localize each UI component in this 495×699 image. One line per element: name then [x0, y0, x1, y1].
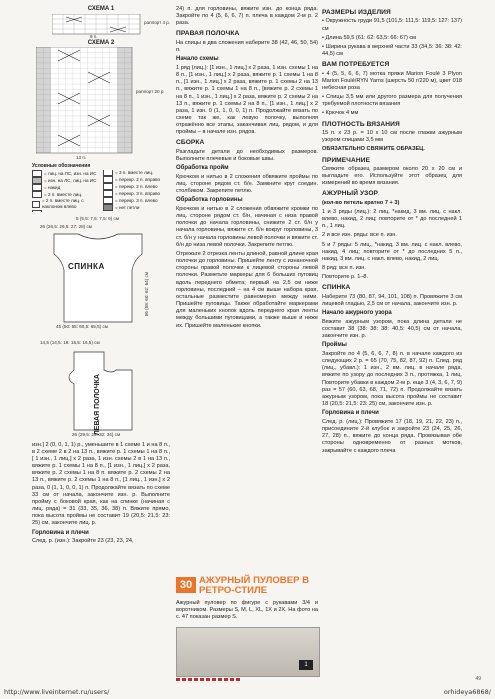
legend-swatch: [32, 184, 42, 191]
column-left: [32, 6, 170, 547]
col1-text: изн.] 2 (0, 0, 1, 1) р., уменьшите в 1 схеме 1 и на 8 п., в 2 схеме 2 в 2 на 13 п., вяжите р. 1 схемы 1 на 8 п., [ 1 изн., 1 лиц.] х 2 раза, 1 изн. схемы 2 в 1 на 13 п., вяжите р. 1 схемы 1 на 8 п., [1 изн., 1 лиц.] х 2 раза, вяжите р. 2 схемы 1 на 8 п. вяжите р. 2 схемы 2 на 13 п., вяжите р. 2 схемы 1 на 8 п., [1 лиц., 1 изн.] х 2 раза, 0 (1, 1, 0, 0, 1) п. Продолжайте вязать по схеме 33 см от начала, закончите изн. р. Выполните пройму с боковой края, как на спинке (начиная с лиц. ряда) = 31 (33, 35, 36, 38) п. Вяжите прямо, пока высота проймы не составит 19 (20,5: 21,5: 23: 25) см, закончите лиц. р.: [32, 441, 170, 527]
back-schematic: [32, 216, 170, 336]
col2-p6: Отрежьте 2 отрезка ленты длиной, равной длине края полочки до горловины. Пришейте ленту с изнаночной стороны правой полочки к лицевой стороны левой полочки. Разметьте маркеры для 6 больших пуговиц вдоль переднего обмета; первый на 2,5 см ниже горловины, последний – на 4 см выше набора края, остальные разместите равномерно между ними. Пришейте пуговицы. Также обработайте маркерами для маленьких кнопок вдоль переднего края ленты между большими пуговицами, а также выше и ниже их. Пришейте маленькие кнопки.: [176, 250, 318, 329]
back-side-dims: 56 (58: 60: 62: 64) см: [144, 271, 149, 316]
gauge-note: ОБЯЗАТЕЛЬНО СВЯЖИТЕ ОБРАЗЕЦ.: [322, 146, 425, 153]
lace-row: 5 и 7 ряды: 5 лиц., *накид, 3 вм. лиц. с накл. влево, накид, 4 лиц; повторите от * до последних 5 п., накид, 3 вм. лиц. с накл. влево, накид, 2 лиц.: [322, 241, 462, 262]
heading-neck-shoulders: Горловина и плечи: [32, 529, 89, 536]
heading-note: ПРИМЕЧАНИЕ: [322, 156, 371, 164]
legend-swatch: [103, 183, 113, 190]
heading-lace: АЖУРНЫЙ УЗОР: [322, 190, 379, 198]
size-item: • Длина 59,5 (61: 62: 63,5: 66: 67) см: [322, 34, 417, 41]
legend-item: = перекр. 2 п. влево: [103, 183, 170, 190]
project-intro: Ажурный пуловер по фигуре с рукавами 3/4 и воротником. Размеры S, M, L, XL, 1X и 2X. На фото на с. 47 показан размер S.: [176, 600, 318, 621]
legend-item: = перекр. 3 п. вправо: [103, 190, 170, 197]
legend-item: = 2 п. вместе лиц.: [32, 191, 99, 198]
back-bottom-dims: 45 (50: 55: 60,5: 65,5) см: [56, 323, 108, 329]
legend-item: = перекр. 3 п. влево: [103, 197, 170, 204]
legend-swatch: [32, 201, 40, 208]
scheme1-label: СХЕМА 1: [87, 6, 115, 12]
heading-armholes: Проймы: [322, 342, 347, 349]
column-middle: [176, 6, 318, 332]
legend-item: = перекр. 2 п. вправо: [103, 176, 170, 183]
legend-item: = нет петли: [103, 204, 170, 211]
material-item: • Крючок 4 мм: [322, 110, 359, 117]
heading-armhole: Обработка пройм: [176, 165, 229, 172]
lace-row: 1 и 3 ряды (лиц.): 2 лиц. *накид, 3 вм. лиц. с накл. влево, накид, 2 лиц; повторите от * до последней 1 п., 1 лиц.: [322, 209, 462, 230]
heading-right-front: ПРАВАЯ ПОЛОЧКА: [176, 30, 240, 38]
lace-row: 2 и все изн. ряды: все п. изн.: [322, 232, 397, 239]
material-item: • Спицы 3,5 мм или другого размера для получения требуемой плотности вязания: [322, 94, 462, 108]
lace-sub: (кол-во петель кратно 7 + 3): [322, 199, 400, 206]
size-item: • Ширина рукава в верхней части 33 (34,5: 36: 38: 42: 44,5) см: [322, 43, 462, 58]
heading-back: СПИНКА: [322, 284, 351, 292]
heading-neck: Обработка горловины: [176, 197, 243, 204]
legend-swatch: [103, 190, 113, 197]
legend-swatch: [103, 197, 113, 204]
lace-row: 8 ряд: все п. изн.: [322, 265, 366, 272]
legend-title: Условные обозначения: [32, 163, 91, 170]
col2-p4: Крючком и нитью в 2 сложения обвяжите проймы по лиц. стороне рядом ст. б/н. Замкните круг соедин. столбиком. Закрепите петлю.: [176, 173, 318, 195]
note-text: Свяжите образец размером около 20 х 20 см и выгладьте его. Используйте этот образец для измерений во время вязания.: [322, 165, 462, 187]
front-bottom-dims: 26 (29,5: 29: 32: 34) см: [72, 431, 121, 437]
legend-swatch: [32, 170, 42, 177]
front-schematic: [32, 340, 170, 442]
scheme2-grid: [36, 47, 136, 155]
col2-intro: 24) п. для горловины, вяжите изн. до конца ряда. Закройте по 4 (5, 6, 6, 7) п. плеча в каждом 2-м р. 2 раза.: [176, 6, 318, 27]
legend-item: = накид: [32, 184, 99, 191]
project-title: АЖУРНЫЙ ПУЛОВЕР В РЕТРО-СТИЛЕ: [199, 575, 310, 597]
gauge-text: 15 п. х 23 р. = 10 х 10 см после глажки ажурным узором спицами 3,5 мм: [322, 130, 462, 144]
heading-gauge: ПЛОТНОСТЬ ВЯЗАНИЯ: [322, 120, 400, 128]
col2-p5: Крючком и нитью в 2 сложения обвяжите кромки по лиц. стороне рядом ст. б/н, начиная с низа правой полочки до начала горловины, снижите 2 ст. б/н у начала горловины, вяжите ст. б/н вокруг горловины, 3 ст. б/н у начала горловины левой полочки и вяжите ст. б/н до низа левой полочки. Закрепите петлю.: [176, 206, 318, 248]
col2-p1: На спицы в два сложения наберите 38 (42, 46, 50, 54) п.: [176, 39, 318, 54]
footer-url-right[interactable]: orhideya6868/: [443, 688, 491, 696]
legend-item: = лиц. на ЛС, изн. на ИС: [32, 170, 99, 177]
legend: [32, 163, 170, 211]
legend-swatch: [103, 176, 113, 183]
heading-materials: ВАМ ПОТРЕБУЕТСЯ: [322, 61, 390, 69]
project-number: 30: [176, 577, 196, 593]
back-label: СПИНКА: [68, 261, 105, 271]
column-right: [322, 6, 462, 457]
heading-sizes: РАЗМЕРЫ ИЗДЕЛИЯ: [322, 9, 391, 16]
scheme2-label: СХЕМА 2: [87, 39, 115, 46]
heading-lace-start: Начало ажурного узора: [322, 310, 392, 317]
heading-assembly: СБОРКА: [176, 139, 205, 147]
col2-p2: 1 ряд (лиц.): [1 изн., 1 лиц.] х 2 раза, 1 изн. схемы 1 на 8 п., [1 изн., 1 лиц.] х 2 раза, вяжите р. 1 схемы 1 на 8 п., [1 изн., 1 лиц.] х 2 раза, вяжите р. 1 схемы 2 на 13 п., вяжите р. 1 схемы 1 на 8 п., [вяжите р. 2 схемы 1 на 8 п., 1 изн., 1 лиц.] х 2 раза, вяжите р. 2 схемы 2 на 13 п., вяжите р. 1 схемы 2 на 8 п., [1 изн., 1 лиц.] х 2 раза, 1 изн. 0 (1, 1, 0, 0, 1) п. Продолжайте вязать по схеме так же, как левую полочку, выполняя отражённо все этапы, заканчивая лиц. рядом, и для проймы – в начале изн. рядов.: [176, 64, 318, 136]
legend-swatch: [103, 204, 113, 211]
back-text: Наберите 73 (80, 87, 94, 101, 108) п. Провяжите 3 см лицевой гладью, 2,5 см от начала, закончите изн. р.: [322, 293, 462, 307]
legend-item: = изн. на ЛС, лиц. на ИС: [32, 177, 99, 184]
footer-url-left[interactable]: http://www.liveinternet.ru/users/: [4, 688, 110, 696]
legend-item: = 3 п. вместе лиц.: [32, 170, 170, 212]
photo-marker: 1: [299, 660, 313, 670]
lace-row: Повторите р. 1–8.: [322, 274, 369, 281]
scheme1-grid: [52, 14, 142, 36]
scheme2-rapport-h: раппорт 20 р.: [136, 89, 165, 95]
legend-swatch: [32, 177, 42, 184]
size-item: • Окружность груди 91,5 (101,5: 111,5: 119,5: 127: 137) см: [322, 18, 462, 32]
project-photo: [176, 627, 320, 677]
scheme1-width: 8 п.: [90, 33, 98, 39]
shoulders-text: След. р. (лиц.): Провяжите 17 (18, 19, 21, 22, 23) п., присоедините 2-й клубок и закройте 23 (24, 25, 26, 27, 28) п., вяжите до конца ряда. Провязывая обе стороны одновременно от разных мотков, закрывайте с каждого плеча: [322, 418, 462, 454]
scheme1-rapport-h: раппорт 4 р.: [144, 19, 171, 25]
scheme2-width: 13 п.: [76, 155, 87, 161]
legend-swatch: [32, 191, 42, 198]
armholes-text: Закройте по 4 (5, 6, 6, 7, 8) п. в начале каждого из следующих 2 р. = 65 (70, 75, 82, 87, 92) п. След. ряд (лиц., убавл.): 1 изн., 2 вм. лиц. в начале ряда, вяжите по узору до последних 3 п., протяжка, 1 лиц. Повторите убавки в каждом 2-м р. еще 3 (4, 3, 6, 7, 9) раз = 57 (60, 63, 68, 71, 72) п. Продолжайте вязать ажурным узором, пока высота проймы не составит 18 (20,5: 21,5: 23: 25) см, закончите изн. р.: [322, 350, 462, 408]
back-top-dims2: 26 (26,5: 26,5: 27: 28) см: [40, 223, 92, 229]
back-top-dims: 5 (5,5: 7,5: 7,5: 9) см: [76, 215, 119, 221]
page-number: 49: [475, 676, 481, 682]
heading-shoulders: Горловина и плечи: [322, 410, 379, 417]
decorative-bar: [176, 678, 241, 681]
heading-scheme-start: Начало схемы: [176, 56, 219, 63]
front-top-dims: 14,5 (14,5: 16: 15,5: 16,5) см: [40, 339, 100, 345]
scheme1: [32, 14, 170, 40]
col2-p3: Разгладьте детали до необходимых размеров. Выполните плечевые и боковые швы.: [176, 148, 318, 163]
col1-text2: След. р. (изн.): Закройте 23 (23, 23, 24,: [32, 538, 134, 545]
lace-start-text: Вяжите ажурным узором, пока длина детали не составит 38 (38: 38: 38: 40,5: 40,5) см от начала, закончите изн. р.: [322, 318, 462, 340]
front-label: ЛЕВАЯ ПОЛОЧКА: [94, 373, 101, 435]
material-item: • 4 (5, 5, 6, 6, 7) мотка пряжи Marion Foulé 3 Plyon Marion Foulé/RYN Yarns (шерсть 50 г/220 м), цвет 018 небесная роза: [322, 70, 462, 91]
legend-item: = 2 п. вместе лиц. с наклоном влево: [32, 198, 99, 210]
scheme2: [32, 47, 170, 163]
